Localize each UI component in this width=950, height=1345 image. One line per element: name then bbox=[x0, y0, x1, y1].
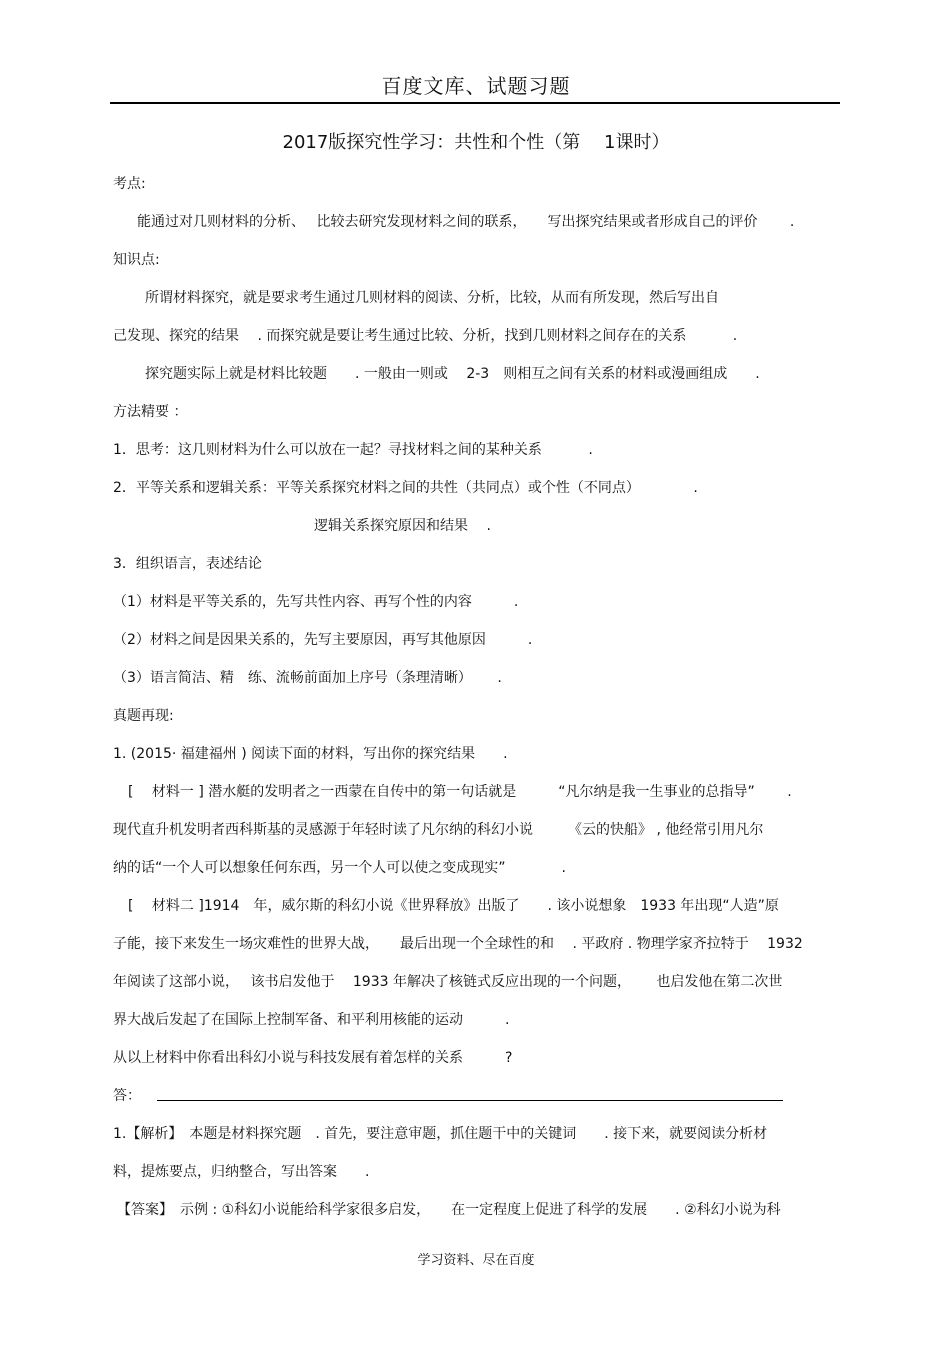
document-title: 2017版探究性学习：共性和个性（第 1课时） bbox=[282, 132, 670, 153]
paragraph: 探究题实际上就是材料比较题 . 一般由一则或 2-3 则相互之间有关系的材料或漫画组成 . bbox=[145, 366, 760, 382]
list-item: 2．平等关系和逻辑关系：平等关系探究材料之间的共性（共同点）或个性（不同点） . bbox=[113, 480, 698, 496]
material-paragraph: [ 材料一 ] 潜水艇的发明者之一西蒙在自传中的第一句话就是 “凡尔纳是我一生事业的总指导” . bbox=[128, 784, 792, 800]
material-paragraph: 界大战后发起了在国际上控制军备、和平利用核能的运动 . bbox=[113, 1012, 510, 1028]
section-heading-zhenti: 真题再现: bbox=[113, 708, 174, 724]
list-item: 1．思考：这几则材料为什么可以放在一起？寻找材料之间的某种关系 . bbox=[113, 442, 593, 458]
paragraph: 所谓材料探究，就是要求考生通过几则材料的阅读、分析，比较，从而有所发现，然后写出自 bbox=[145, 290, 719, 306]
question-stem: 1. (2015· 福建福州 ) 阅读下面的材料，写出你的探究结果 . bbox=[113, 746, 508, 762]
footer-text: 学习资料、尽在百度 bbox=[417, 1253, 535, 1268]
paragraph: 己发现、探究的结果 . 而探究就是要让考生通过比较、分析，找到几则材料之间存在的关系 . bbox=[113, 328, 738, 344]
paragraph: 能通过对几则材料的分析、 比较去研究发现材料之间的联系， 写出探究结果或者形成自己的评价 . bbox=[137, 214, 795, 230]
header-divider bbox=[110, 102, 840, 104]
answer-paragraph: 【答案】 示例 : ①科幻小说能给科学家很多启发， 在一定程度上促进了科学的发展 . ②科幻小说为科 bbox=[117, 1202, 781, 1218]
list-item: 3．组织语言，表述结论 bbox=[113, 556, 262, 572]
material-paragraph: 现代直升机发明者西科斯基的灵感源于年轻时读了凡尔纳的科幻小说 《云的快船》 , 他经常引用凡尔 bbox=[113, 822, 764, 838]
header-title: 百度文库、试题习题 bbox=[381, 74, 571, 98]
analysis-paragraph: 1.【解析】 本题是材料探究题 . 首先，要注意审题，抓住题干中的关键词 . 接下来，就要阅读分析材 bbox=[113, 1126, 768, 1142]
answer-label: 答： bbox=[113, 1088, 141, 1104]
material-paragraph: 纳的话“一个人可以想象任何东西，另一个人可以使之变成现实” . bbox=[113, 860, 566, 876]
section-heading-kaodian: 考点: bbox=[113, 176, 146, 192]
list-item-continuation: 逻辑关系探究原因和结果 . bbox=[314, 518, 491, 534]
answer-blank-line bbox=[157, 1100, 783, 1101]
material-paragraph: 子能，接下来发生一场灾难性的世界大战， 最后出现一个全球性的和 . 平政府 . 物理学家齐拉特于 1932 bbox=[113, 936, 803, 952]
material-paragraph: [ 材料二 ]1914 年，威尔斯的科幻小说《世界释放》出版了 . 该小说想象 1933 年出现“人造”原 bbox=[128, 898, 779, 914]
analysis-paragraph: 料，提炼要点，归纳整合，写出答案 . bbox=[113, 1164, 370, 1180]
sub-list-item: （3）语言简洁、精 练、流畅前面加上序号（条理清晰） . bbox=[113, 670, 502, 686]
question-prompt: 从以上材料中你看出科幻小说与科技发展有着怎样的关系 ? bbox=[113, 1050, 513, 1066]
material-paragraph: 年阅读了这部小说， 该书启发他于 1933 年解决了核链式反应出现的一个问题， 也启发他在第二次世 bbox=[113, 974, 783, 990]
sub-list-item: （1）材料是平等关系的，先写共性内容、再写个性的内容 . bbox=[113, 594, 519, 610]
section-heading-fangfa: 方法精要 ： bbox=[113, 404, 188, 420]
section-heading-zhishidian: 知识点: bbox=[113, 252, 160, 268]
sub-list-item: （2）材料之间是因果关系的，先写主要原因，再写其他原因 . bbox=[113, 632, 533, 648]
